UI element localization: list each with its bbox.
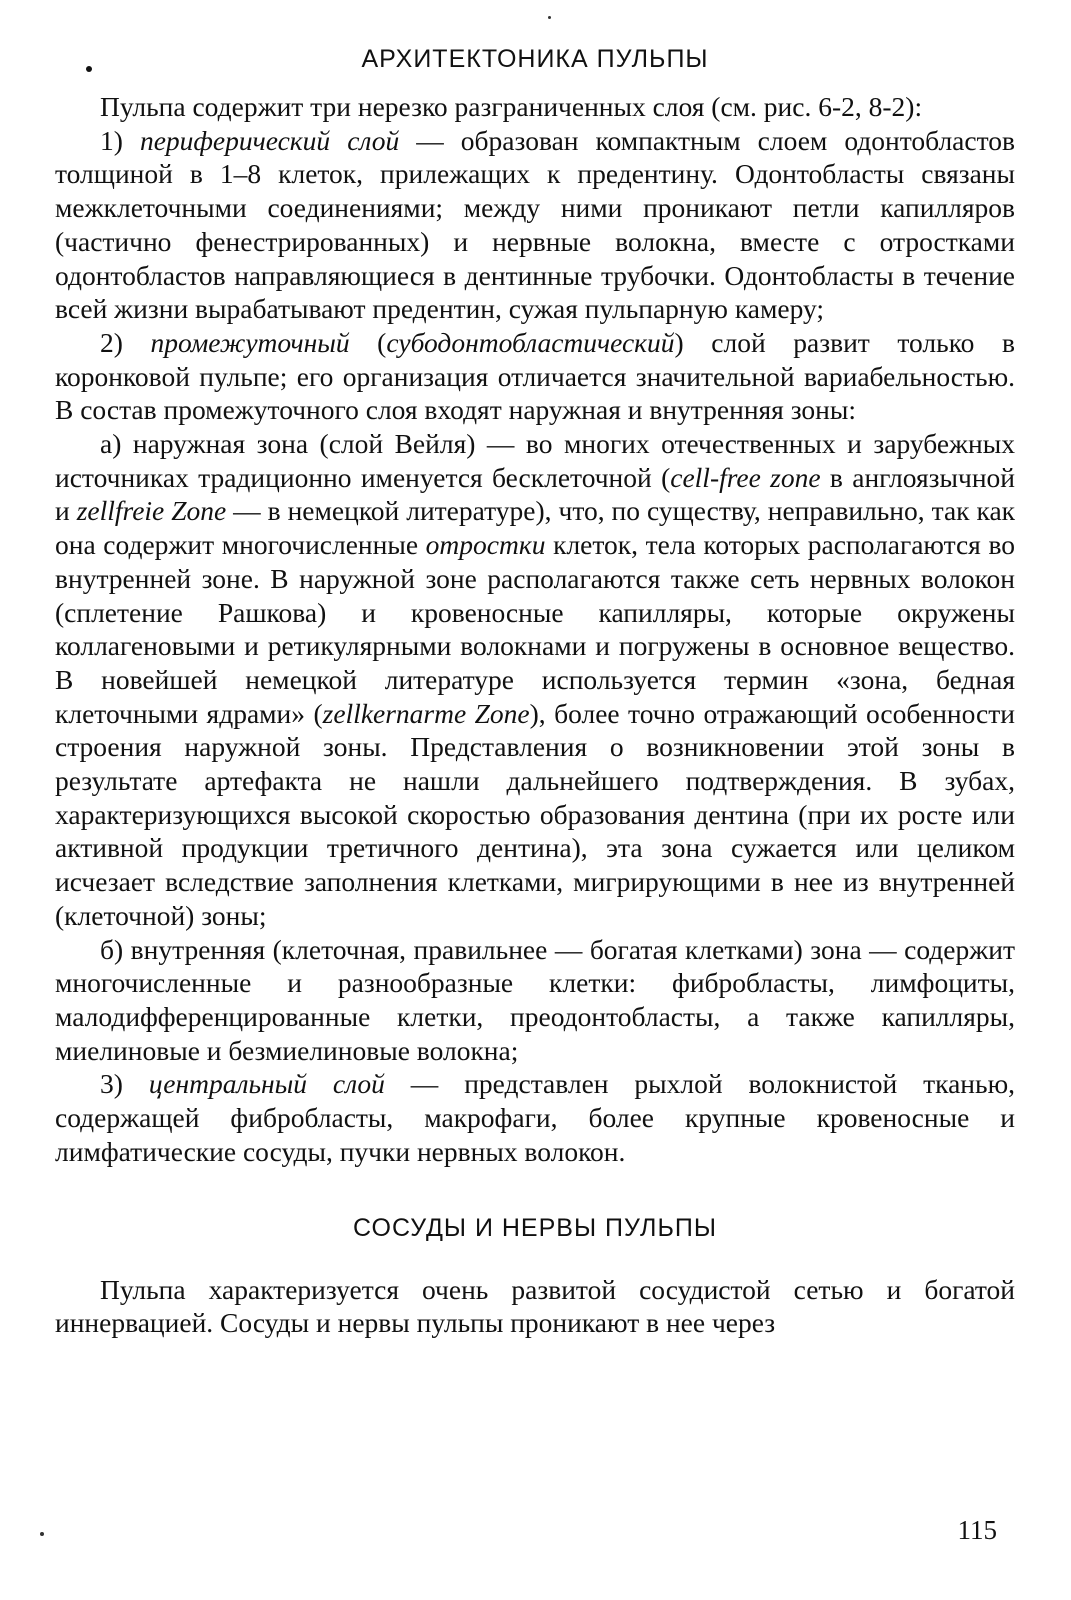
paragraph-text: — в немецкой литературе), что, по существу, неправильно, так как она содержит многочисленные	[55, 495, 1016, 561]
section-heading-vessels-nerves: СОСУДЫ И НЕРВЫ ПУЛЬПЫ	[353, 1213, 717, 1242]
paragraph-vessels-intro: Пульпа характеризуется очень развитой сосудистой сетью и богатой иннервацией. Сосуды и нервы пульпы проникают в нее через	[55, 1273, 1015, 1339]
print-speck	[40, 1532, 44, 1536]
paragraph-text: а) наружная зона (слой Вейля) — во многих отечественных и зарубежных источниках традиционно именуется бесклеточной (	[55, 428, 1015, 493]
paragraph-peripheral-layer	[55, 124, 1015, 326]
section-heading-architectonics: АРХИТЕКТОНИКА ПУЛЬПЫ	[361, 45, 709, 73]
list-number: 1)	[100, 124, 140, 156]
paragraph-text: — образован компактным слоем одонтобластов толщиной в 1–8 клеток, прилежащих к предентину. Одонтобласты связаны межклеточными соединениями; между ними проникают петли капилляров (частично фенестрированных) и нервные волокна, вместе с отростками одонтобластов направляющиеся в дентинные трубочки. Одонтобласты в течение всей жизни вырабатывают предентин, сужая пульпарную камеру;	[55, 124, 1015, 325]
term-intermediate: промежуточный	[150, 326, 350, 358]
paragraph-text: ) слой развит только в коронковой пульпе; его организация отличается значительной вариабельностью. В состав промежуточного слоя входят наружная и внутренняя зоны:	[55, 326, 1015, 426]
term-subodontoblastic: субодонтобластический	[386, 326, 675, 358]
term-processes: отростки	[425, 529, 546, 561]
term-peripheral-layer: периферический слой	[139, 124, 400, 156]
term-zellkernarme-zone: zellkernarme Zone	[322, 697, 530, 729]
paragraph-intermediate-layer	[55, 326, 1015, 427]
list-number: 2)	[100, 326, 151, 358]
print-speck	[548, 16, 551, 19]
paragraph-outer-zone	[55, 427, 1015, 933]
paragraph-text: — представлен рыхлой волокнистой тканью, содержащей фибробласты, макрофаги, более крупные кровеносные и лимфатические сосуды, пучки нервных волокон.	[55, 1068, 1015, 1167]
paragraph-text: клеток, тела которых располагаются во внутренней зоне. В наружной зоне располагаются также сеть нервных волокон (сплетение Рашкова) и кровеносные капилляры, которые окружены коллагеновыми и ретикулярными волокнами и погружены в основное вещество. В новейшей немецкой литературе используется термин «зона, бедная клеточными ядрами» (	[55, 529, 1015, 729]
paragraph-text: (	[349, 326, 387, 358]
paragraph-text: в англоязычной и	[55, 461, 1016, 527]
paragraph-intro: Пульпа содержит три нерезко разграниченных слоя (см. рис. 6-2, 8-2):	[100, 91, 923, 122]
page-body	[55, 40, 1015, 1340]
paragraph-inner-zone: б) внутренняя (клеточная, правильнее — богатая клетками) зона — содержит многочисленные и разнообразные клетки: фибробласты, лимфоциты, малодифференцированные клетки, преодонтобласты, а также капилляры, миелиновые и безмиелиновые волокна;	[55, 933, 1015, 1066]
paragraph-text: ), более точно отражающий особенности строения наружной зоны. Представления о возникновении этой зоны в результате артефакта не нашли дальнейшего подтверждения. В зубах, характеризующихся высокой скоростью образования дентина (при их росте или активной продукции третичного дентина), эта зона сужается или целиком исчезает вследствие заполнения клетками, мигрирующими в нее из внутренней (клеточной) зоны;	[55, 697, 1016, 931]
paragraph-central-layer	[55, 1067, 1015, 1168]
term-central-layer: центральный слой	[148, 1068, 385, 1100]
list-number: 3)	[100, 1068, 149, 1100]
term-zellfreie-zone: zellfreie Zone	[76, 495, 227, 527]
term-cell-free-zone: cell-free zone	[670, 461, 821, 493]
page-number: 115	[957, 1515, 997, 1545]
